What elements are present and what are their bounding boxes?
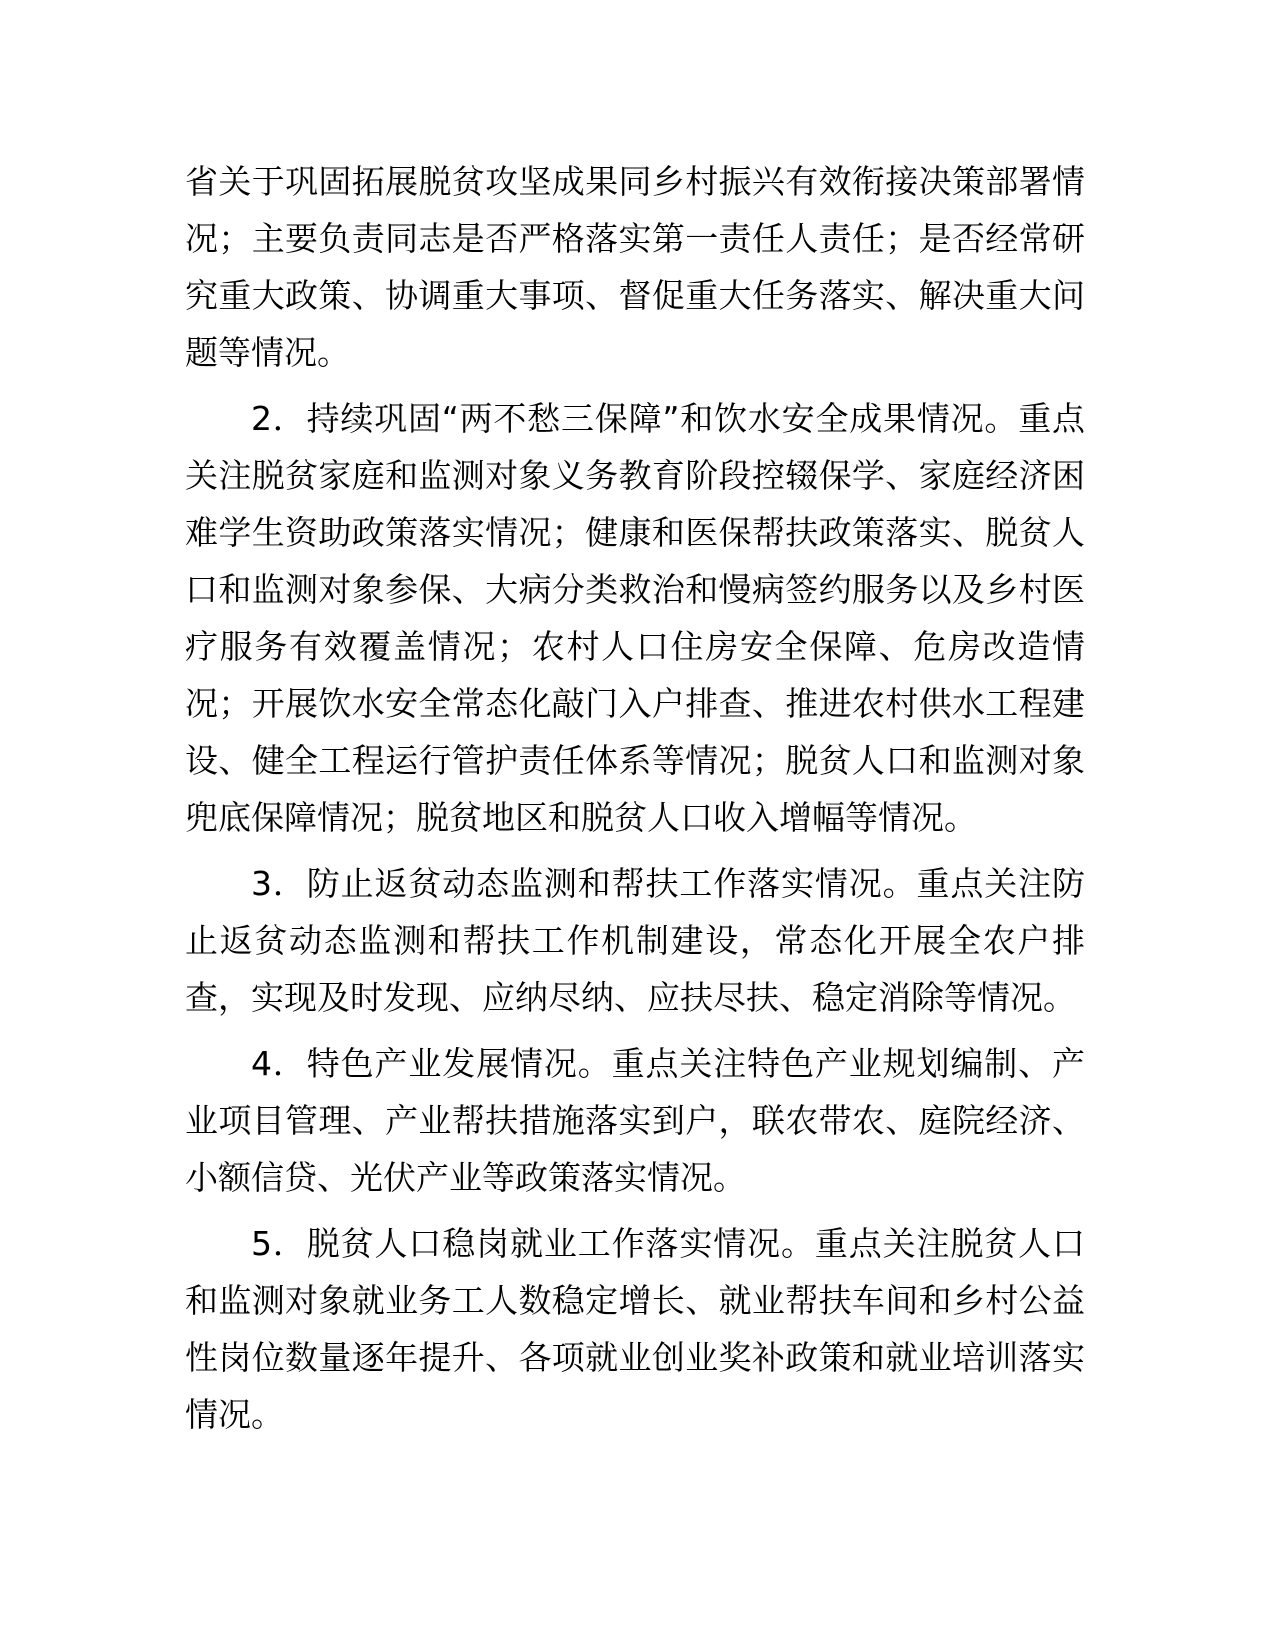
document-body (185, 153, 1085, 1443)
paragraph-item-3: 3．防止返贫动态监测和帮扶工作落实情况。重点关注防止返贫动态监测和帮扶工作机制建设，常态化开展全农户排查，实现及时发现、应纳尽纳、应扶尽扶、稳定消除等情况。 (185, 864, 1085, 1017)
paragraph-item-4: 4．特色产业发展情况。重点关注特色产业规划编制、产业项目管理、产业帮扶措施落实到户，联农带农、庭院经济、小额信贷、光伏产业等政策落实情况。 (185, 1044, 1085, 1197)
paragraph-continued: 省关于巩固拓展脱贫攻坚成果同乡村振兴有效衔接决策部署情况；主要负责同志是否严格落实第一责任人责任；是否经常研究重大政策、协调重大事项、督促重大任务落实、解决重大问题等情况。 (185, 162, 1085, 372)
paragraph-item-2: 2．持续巩固“两不愁三保障”和饮水安全成果情况。重点关注脱贫家庭和监测对象义务教育阶段控辍保学、家庭经济困难学生资助政策落实情况；健康和医保帮扶政策落实、脱贫人口和监测对象参保、大病分类救治和慢病签约服务以及乡村医疗服务有效覆盖情况；农村人口住房安全保障、危房改造情况；开展饮水安全常态化敲门入户排查、推进农村供水工程建设、健全工程运行管护责任体系等情况；脱贫人口和监测对象兜底保障情况；脱贫地区和脱贫人口收入增幅等情况。 (185, 399, 1085, 837)
paragraph-item-5: 5．脱贫人口稳岗就业工作落实情况。重点关注脱贫人口和监测对象就业务工人数稳定增长、就业帮扶车间和乡村公益性岗位数量逐年提升、各项就业创业奖补政策和就业培训落实情况。 (185, 1224, 1085, 1434)
